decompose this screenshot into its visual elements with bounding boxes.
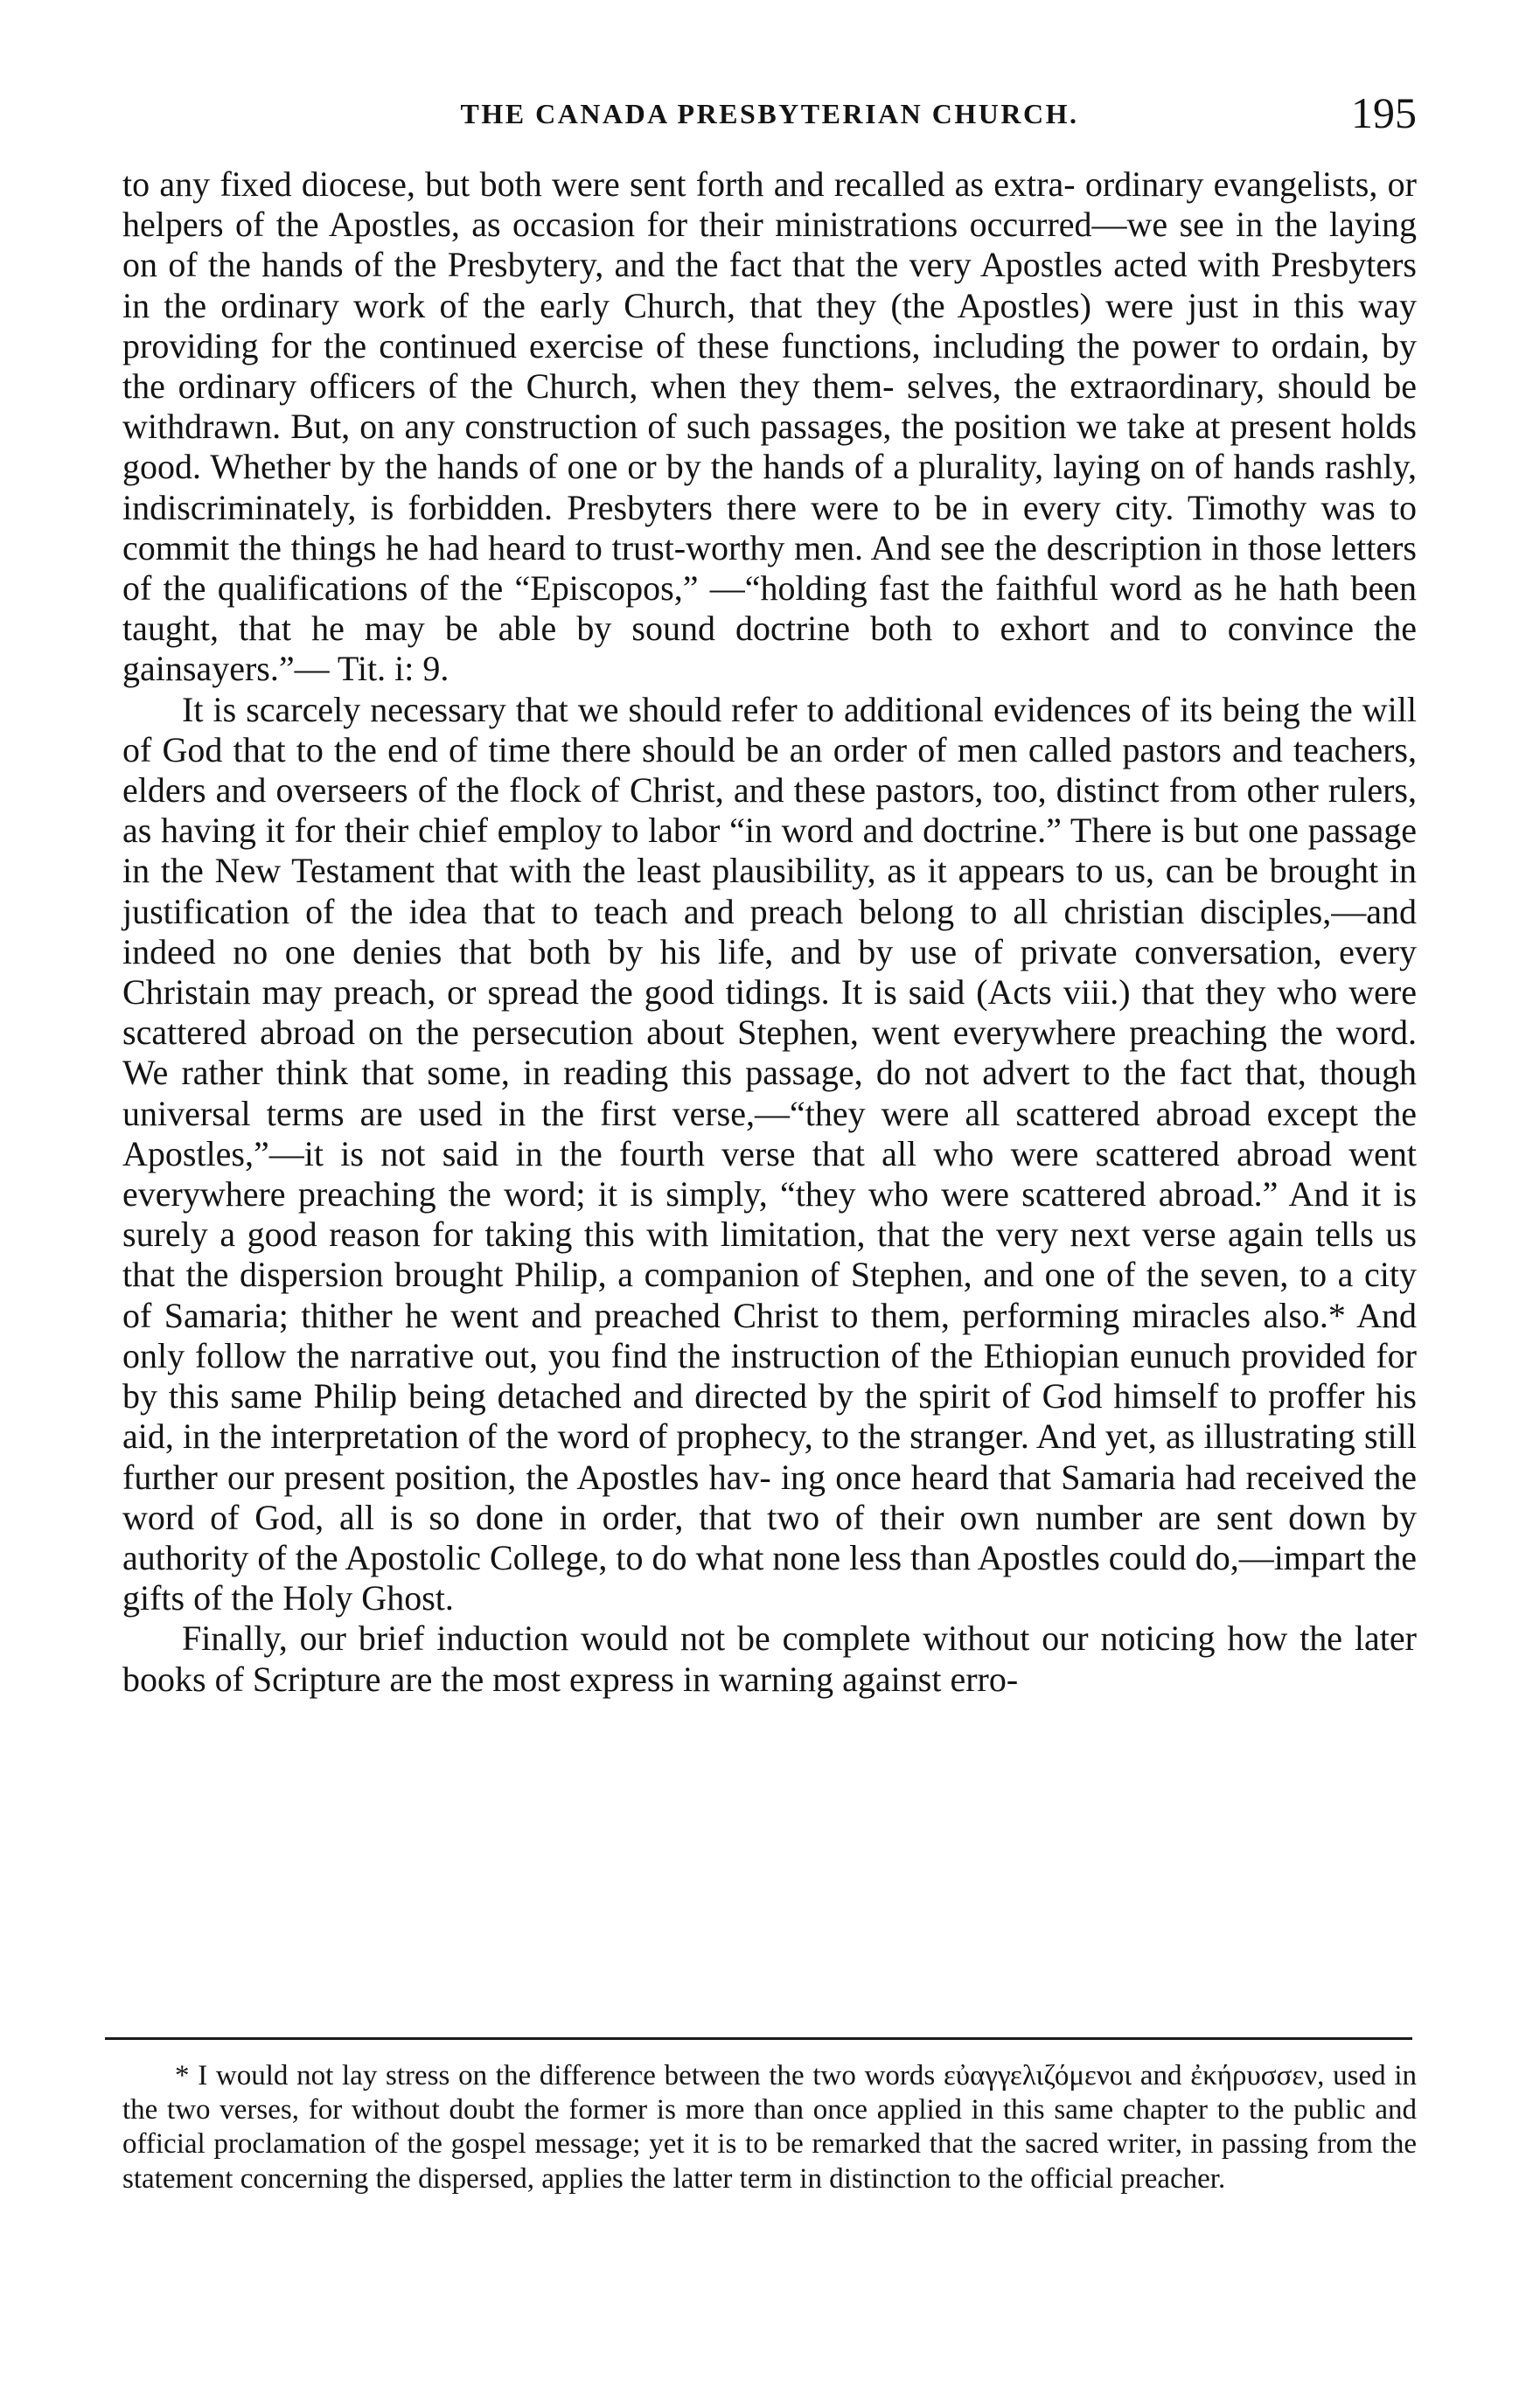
- running-head: [122, 87, 1417, 149]
- paragraph-continued: to any fixed diocese, but both were sent forth and recalled as extra- ordinary evangelists, or helpers of the Apostles, as occasion for their ministrations occurred—we see in the laying on of the hands of the Presbytery, and the fact that the very Apostles acted with Presbyters in the ordinary work of the early Church, that they (the Apostles) were just in this way providing for the continued exercise of these functions, including the power to ordain, by the ordinary officers of the Church, when they them- selves, the extraordinary, should be withdrawn. But, on any construction of such passages, the position we take at present holds good. Whether by the hands of one or by the hands of a plurality, laying on of hands rashly, indiscriminately, is forbidden. Presbyters there were to be in every city. Timothy was to commit the things he had heard to trust-worthy men. And see the description in those letters of the qualifications of the “Episcopos,” —“holding fast the faithful word as he hath been taught, that he may be able by sound doctrine both to exhort and to convince the gainsayers.”— Tit. i: 9.: [122, 164, 1417, 689]
- body-text: [122, 164, 1417, 1700]
- footnote-divider: [105, 2037, 1412, 2040]
- footnote: [122, 2059, 1417, 2196]
- paragraph: Finally, our brief induction would not be complete without our noticing how the later books of Scripture are the most express in warning against erro-: [122, 1618, 1417, 1699]
- paragraph: It is scarcely necessary that we should refer to additional evidences of its being the will of God that to the end of time there should be an order of men called pastors and teachers, elders and overseers of the flock of Christ, and these pastors, too, distinct from other rulers, as having it for their chief employ to labor “in word and doctrine.” There is but one passage in the New Testament that with the least plausibility, as it appears to us, can be brought in justification of the idea that to teach and preach belong to all christian disciples,—and indeed no one denies that both by his life, and by use of private conversation, every Christain may preach, or spread the good tidings. It is said (Acts viii.) that they who were scattered abroad on the persecution about Stephen, went everywhere preaching the word. We rather think that some, in reading this passage, do not advert to the fact that, though universal terms are used in the first verse,—“they were all scattered abroad except the Apostles,”—it is not said in the fourth verse that all who were scattered abroad went everywhere preaching the word; it is simply, “they who were scattered abroad.” And it is surely a good reason for taking this with limitation, that the very next verse again tells us that the dispersion brought Philip, a companion of Stephen, and one of the seven, to a city of Samaria; thither he went and preached Christ to them, performing miracles also.* And only follow the narrative out, you find the instruction of the Ethiopian eunuch provided for by this same Philip being detached and directed by the spirit of God himself to proffer his aid, in the interpretation of the word of prophecy, to the stranger. And yet, as illustrating still further our present position, the Apostles hav- ing once heard that Samaria had received the word of God, all is so done in order, that two of their own number are sent down by authority of the Apostolic College, to do what none less than Apostles could do,—impart the gifts of the Holy Ghost.: [122, 689, 1417, 1618]
- footnote-text: * I would not lay stress on the difference between the two words εὐαγγελιζόμενοι and ἐκήρυσσεν, used in the two verses, for without doubt the former is more than once applied in this same chapter to the public and official proclamation of the gospel message; yet it is to be remarked that the sacred writer, in passing from the statement concerning the dispersed, applies the latter term in distinction to the official preacher.: [122, 2060, 1417, 2195]
- running-title: THE CANADA PRESBYTERIAN CHURCH.: [460, 98, 1079, 129]
- page-number: 195: [1351, 88, 1417, 137]
